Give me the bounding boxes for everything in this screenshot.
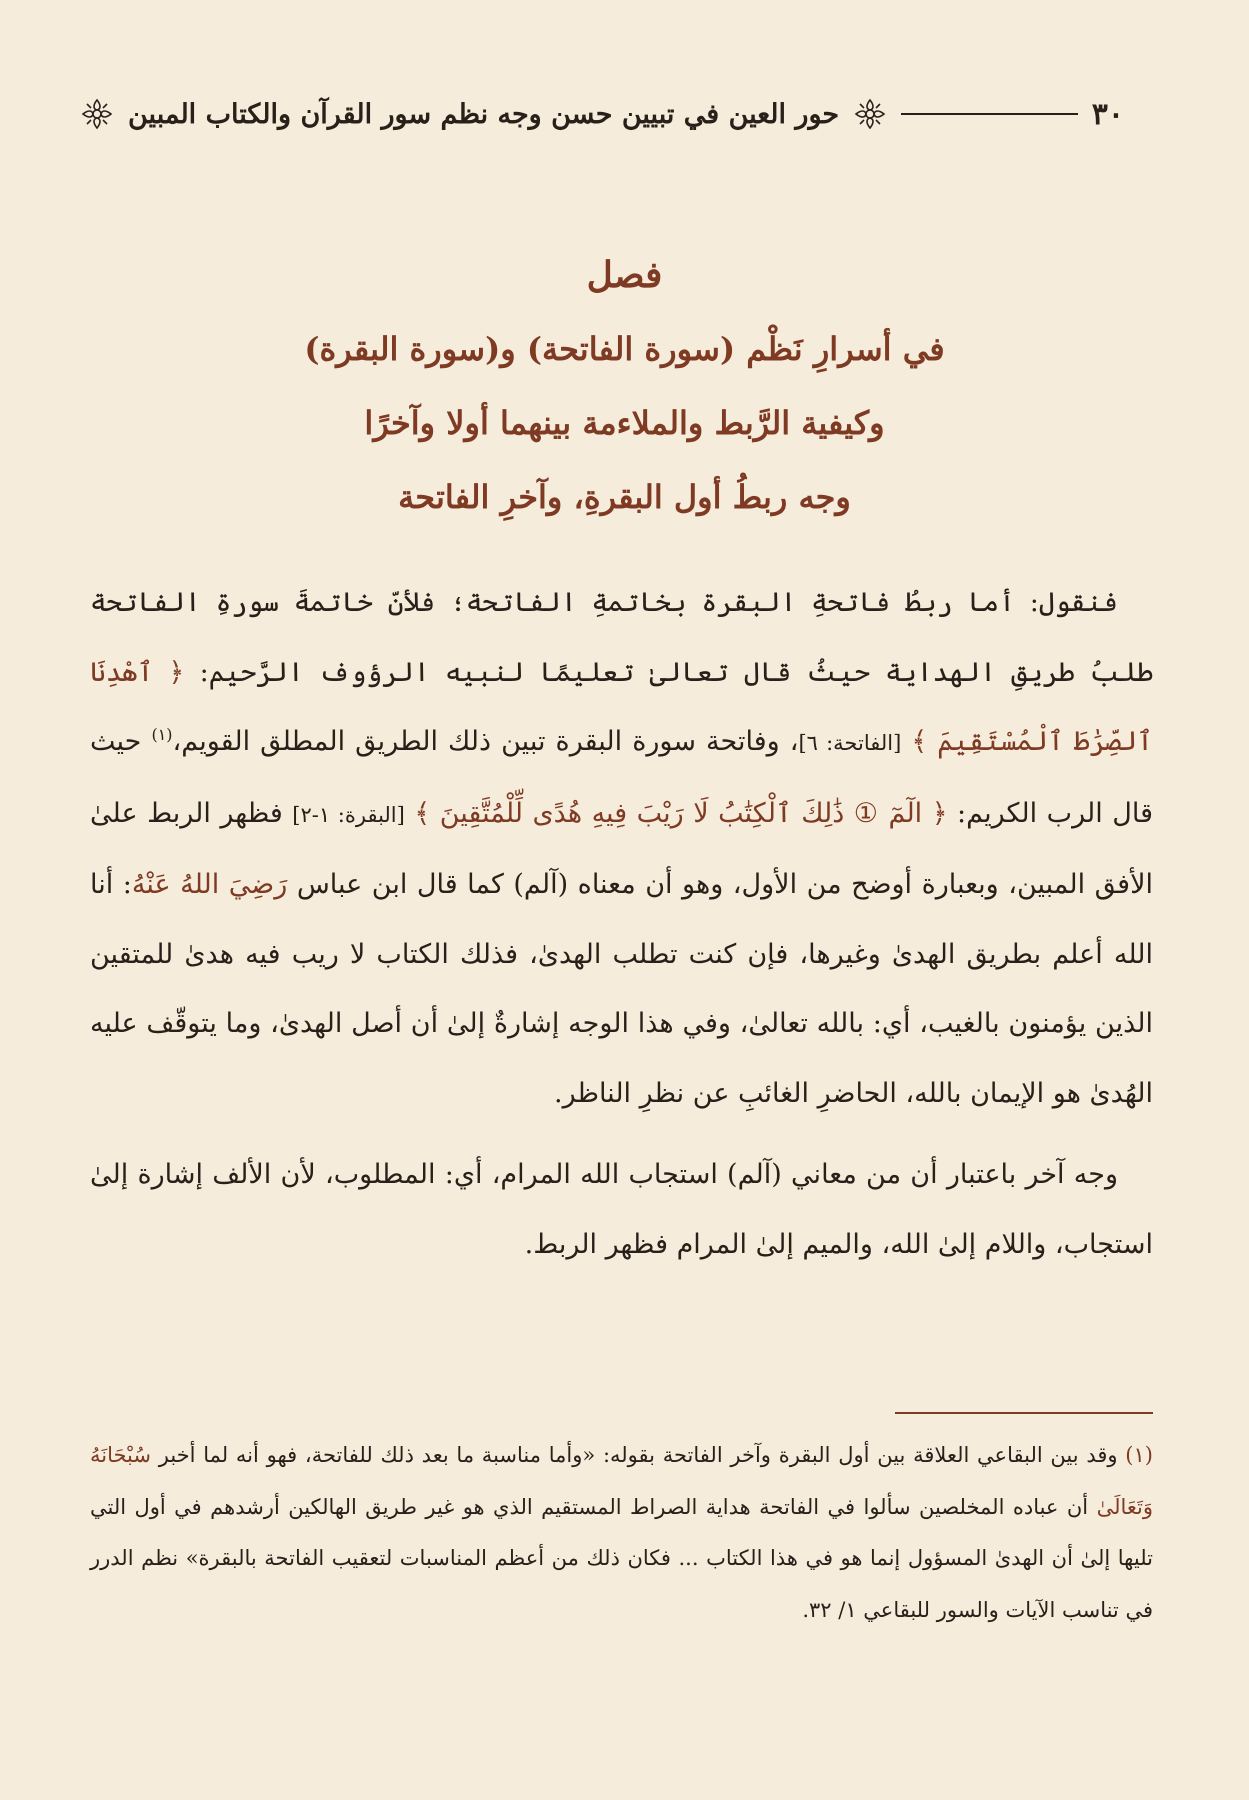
honorific: رَضِيَ اللهُ عَنْهُ (131, 869, 288, 900)
text-run: حيث قال الرب الكريم: (90, 726, 1154, 829)
text-run: فظهر الربط علىٰ الأفق المبين، وبعبارة أوضح من الأول، وهو أن معناه (آلم) كما قال ابن عباس (90, 797, 1153, 900)
verse-reference: [الفاتحة: ٦] (798, 731, 902, 755)
paragraph (90, 568, 1153, 1128)
chapter-heading: فصل (586, 254, 663, 296)
section-title-line: في أسرارِ نَظْم (سورة الفاتحة) و(سورة البقرة) (304, 330, 945, 368)
header-rule (901, 113, 1078, 115)
running-title: حور العين في تبيين حسن وجه نظم سور القرآن والكتاب المبين (128, 98, 840, 130)
running-header (80, 92, 1124, 136)
main-text (90, 568, 1153, 1279)
footnote-rule (895, 1412, 1153, 1414)
footnote-number: (١) (1125, 1443, 1153, 1467)
quran-verse: ﴿ الٓمٓ ① ذَٰلِكَ ٱلْكِتَٰبُ لَا رَيْبَ فِيهِ هُدًى لِّلْمُتَّقِينَ ﴾ (414, 797, 948, 829)
text-run: وقد بين البقاعي العلاقة بين أول البقرة وآخر الفاتحة بقوله: «وأما مناسبة ما بعد ذلك للفاتحة، فهو أنه لما أخبر (158, 1443, 1126, 1467)
footnote (90, 1430, 1153, 1636)
text-run: أن عباده المخلصين سألوا في الفاتحة هداية الصراط المستقيم الذي هو غير طريق الهالكين أرشدهم في أول التي تليها إلىٰ أن الهدىٰ المسؤول إنما هو في هذا الكتاب ... فكان ذلك من أعظم المناسبات لتعقيب الفاتحة بالبقرة» نظم الدرر في تناسب الآيات والسور للبقاعي ١/ ٣٢. (90, 1494, 1153, 1622)
section-title-line: وجه ربطُ أول البقرةِ، وآخرِ الفاتحة (398, 478, 851, 516)
text-run: ، وفاتحة سورة البقرة تبين ذلك الطريق المطلق القويم، (172, 726, 799, 757)
honorific: سُبْحَانَهُ وَتَعَالَىٰ (90, 1443, 1153, 1519)
section-titles (80, 238, 1169, 534)
page-number: ٣٠ (1091, 96, 1124, 132)
floral-ornament-icon (853, 97, 887, 131)
footnote-marker[interactable]: (١) (151, 725, 173, 744)
text-run: فنقول: أما ربطُ فاتحةِ البقرة بخاتمةِ الفاتحة؛ فلأنّ خاتمةَ سورةِ الفاتحة طلبُ طريقِ الهداية حيثُ قال تعالىٰ تعليمًا لنبيه الرؤوف الرَّحيم: (90, 587, 1153, 688)
footnotes (90, 1430, 1153, 1636)
text-run: : أنا الله أعلم بطريق الهدىٰ وغيرها، فإن كنت تطلب الهدىٰ، فذلك الكتاب لا ريب فيه هدىٰ للمتقين الذين يؤمنون بالغيب، أي: بالله تعالىٰ، وفي هذا الوجه إشارةٌ إلىٰ أن أصل الهدىٰ، وما يتوقّف عليه الهُدىٰ هو الإيمان بالله، الحاضرِ الغائبِ عن نظرِ الناظر. (90, 869, 1153, 1109)
section-title-line: وكيفية الرَّبط والملاءمة بينهما أولا وآخرًا (364, 404, 885, 442)
paragraph: وجه آخر باعتبار أن من معاني (آلم) استجاب الله المرام، أي: المطلوب، لأن الألف إشارة إلىٰ استجاب، واللام إلىٰ الله، والميم إلىٰ المرام فظهر الربط. (90, 1159, 1153, 1260)
verse-reference: [البقرة: ١-٢] (292, 802, 405, 827)
floral-ornament-icon (80, 97, 114, 131)
quran-verse: ﴿ ٱهْدِنَا ٱلصِّرَٰطَ ٱلْمُسْتَقِيمَ ﴾ (90, 656, 1153, 757)
